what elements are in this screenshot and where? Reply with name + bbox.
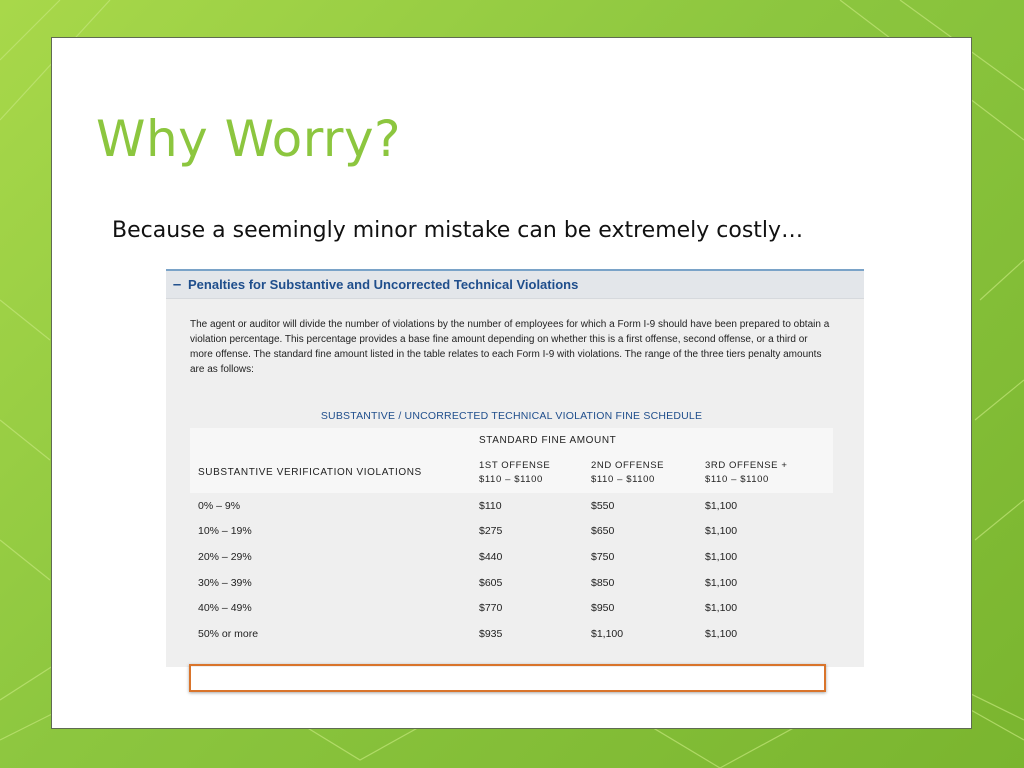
- panel-title: Penalties for Substantive and Uncorrected Technical Violations: [188, 277, 579, 292]
- cell-violation-range: 50% or more: [198, 627, 259, 640]
- table-caption: SUBSTANTIVE / UNCORRECTED TECHNICAL VIOLATION FINE SCHEDULE: [320, 410, 703, 422]
- cell-3rd-offense: $1,100: [705, 627, 738, 640]
- fine-schedule-table: [190, 428, 833, 647]
- cell-1st-offense: $935: [479, 627, 503, 640]
- cell-3rd-offense: $1,100: [705, 550, 738, 563]
- collapse-icon[interactable]: –: [172, 276, 182, 293]
- table-header-row: [190, 452, 833, 493]
- panel-description: The agent or auditor will divide the number of violations by the number of employees for which a Form I-9 should have been prepared to obtain a violation percentage. This percentage provides a base fine amount depending on whether this is a first offense, second offense, or a third or more offense. The standard fine amount listed in the table relates to each Form I-9 with violations. The range of the three tiers penalty amounts are as follows:: [190, 319, 830, 375]
- cell-1st-offense: $440: [479, 550, 503, 563]
- table-row-highlighted: [190, 621, 833, 647]
- cell-3rd-offense: $1,100: [705, 525, 738, 538]
- cell-violation-range: 10% – 19%: [198, 525, 252, 538]
- slide: [51, 37, 972, 729]
- table-row: [190, 493, 833, 519]
- cell-1st-offense: $770: [479, 602, 503, 615]
- col-header-label: 2ND OFFENSE: [591, 459, 665, 471]
- col-header-1st-offense: [479, 452, 591, 493]
- cell-2nd-offense: $750: [591, 550, 615, 563]
- cell-3rd-offense: $1,100: [705, 499, 738, 512]
- group-header-standard-fine: STANDARD FINE AMOUNT: [479, 428, 833, 452]
- cell-2nd-offense: $1,100: [591, 627, 624, 640]
- cell-1st-offense: $605: [479, 576, 503, 589]
- cell-violation-range: 30% – 39%: [198, 576, 252, 589]
- panel-header[interactable]: [166, 271, 864, 299]
- table-row: [190, 519, 833, 545]
- cell-2nd-offense: $950: [591, 602, 615, 615]
- cell-1st-offense: $110: [479, 499, 502, 512]
- slide-subtitle: Because a seemingly minor mistake can be extremely costly…: [112, 218, 804, 243]
- col-header-2nd-offense: [591, 452, 705, 493]
- slide-title: Why Worry?: [96, 110, 402, 168]
- table-row: [190, 595, 833, 621]
- cell-violation-range: 0% – 9%: [198, 499, 241, 512]
- cell-3rd-offense: $1,100: [705, 576, 738, 589]
- cell-2nd-offense: $550: [591, 499, 615, 512]
- table-row: [190, 544, 833, 570]
- col-header-range: $110 – $1100: [591, 473, 655, 485]
- cell-2nd-offense: $650: [591, 525, 615, 538]
- col-header-range: $110 – $1100: [479, 473, 543, 485]
- cell-3rd-offense: $1,100: [705, 602, 738, 615]
- col-header-range: $110 – $1100: [705, 473, 769, 485]
- cell-2nd-offense: $850: [591, 576, 615, 589]
- highlight-box: [189, 664, 826, 692]
- cell-violation-range: 40% – 49%: [198, 602, 252, 615]
- col-header-label: 3RD OFFENSE +: [705, 459, 788, 471]
- cell-violation-range: 20% – 29%: [198, 550, 252, 563]
- row-header-violations: SUBSTANTIVE VERIFICATION VIOLATIONS: [190, 452, 479, 493]
- table-row: [190, 570, 833, 596]
- penalties-panel: [166, 269, 864, 667]
- col-header-label: 1ST OFFENSE: [479, 459, 551, 471]
- cell-1st-offense: $275: [479, 525, 503, 538]
- table-group-header-row: [190, 428, 833, 452]
- col-header-3rd-offense: [705, 452, 833, 493]
